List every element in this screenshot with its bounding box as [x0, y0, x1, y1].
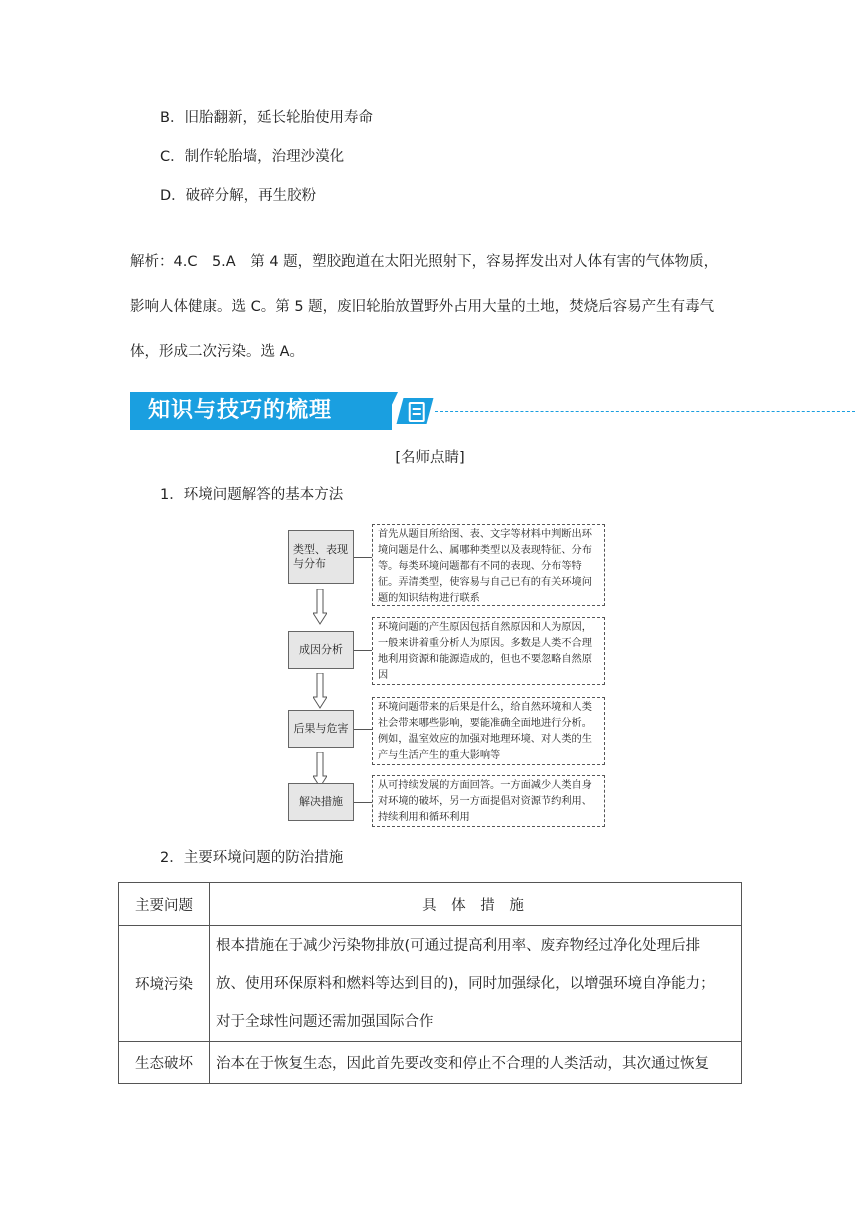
flow-connector	[354, 650, 372, 651]
analysis-line-3: 体，形成二次污染。选 A。	[130, 344, 305, 360]
flow-connector	[354, 557, 372, 558]
section-banner	[130, 392, 860, 430]
section-label: [名师点睛]	[395, 450, 465, 466]
measure-line: 根本措施在于减少污染物排放(可通过提高利用率、废弃物经过净化处理后排	[216, 937, 701, 954]
down-arrow-icon	[313, 589, 327, 625]
measures-table	[118, 882, 742, 1084]
flow-desc-cause: 环境问题的产生原因包括自然原因和人为原因，一般来讲着重分析人为原因。多数是人类不合理地利用资源和能源造成的，但也不要忽略自然原因	[372, 617, 605, 685]
table-header-problem: 主要问题	[119, 883, 210, 926]
table-row	[119, 926, 742, 1042]
table-cell-problem: 环境污染	[119, 926, 210, 1042]
table-cell-measures	[210, 926, 742, 1042]
option-c: C．制作轮胎墙，治理沙漠化	[160, 149, 345, 165]
document-icon	[409, 402, 425, 422]
option-d: D．破碎分解，再生胶粉	[160, 188, 317, 204]
flow-step-type: 类型、表现与分布	[288, 530, 354, 584]
table-header-measures: 具 体 措 施	[210, 883, 742, 926]
option-b: B．旧胎翻新，延长轮胎使用寿命	[160, 110, 373, 126]
flow-connector	[354, 802, 372, 803]
table-cell-measures	[210, 1042, 742, 1084]
measure-line: 治本在于恢复生态，因此首先要改变和停止不合理的人类活动，其次通过恢复	[216, 1056, 709, 1072]
flow-desc-consequence: 环境问题带来的后果是什么，给自然环境和人类社会带来哪些影响，要能准确全面地进行分析。例如，温室效应的加强对地理环境、对人类的生产与生活产生的重大影响等	[372, 697, 605, 765]
measure-line: 放、使用环保原料和燃料等达到目的)，同时加强绿化，以增强环境自净能力；	[216, 975, 715, 992]
table-cell-problem: 生态破坏	[119, 1042, 210, 1084]
banner-title: 知识与技巧的梳理	[148, 398, 333, 423]
down-arrow-icon	[313, 673, 327, 709]
banner-slant	[380, 392, 398, 430]
heading-2: 2．主要环境问题的防治措施	[160, 850, 344, 866]
flow-desc-solution: 从可持续发展的方面回答。一方面减少人类自身对环境的破坏，另一方面提倡对资源节约利用、持续利用和循环利用	[372, 775, 605, 827]
flow-desc-type: 首先从题目所给图、表、文字等材料中判断出环境问题是什么、属哪种类型以及表现特征、分布等。每类环境问题都有不同的表现、分布等特征。弄清类型，使容易与自己已有的有关环境问题的知识结构进行联系	[372, 524, 605, 606]
table-header-row	[119, 883, 742, 926]
flow-step-cause: 成因分析	[288, 631, 354, 669]
analysis-line-2: 影响人体健康。选 C。第 5 题，废旧轮胎放置野外占用大量的土地，焚烧后容易产生有毒气	[130, 299, 715, 315]
flow-step-consequence: 后果与危害	[288, 710, 354, 748]
flow-connector	[354, 729, 372, 730]
flow-step-solution: 解决措施	[288, 783, 354, 821]
table-row	[119, 1042, 742, 1084]
banner-icon-box	[397, 398, 434, 424]
measure-line: 对于全球性问题还需加强国际合作	[216, 1013, 434, 1030]
analysis-line-1: 解析：4.C 5.A 第 4 题，塑胶跑道在太阳光照射下，容易挥发出对人体有害的气体物质，	[130, 254, 719, 270]
heading-1: 1．环境问题解答的基本方法	[160, 487, 344, 503]
banner-dashed-line	[435, 411, 855, 412]
